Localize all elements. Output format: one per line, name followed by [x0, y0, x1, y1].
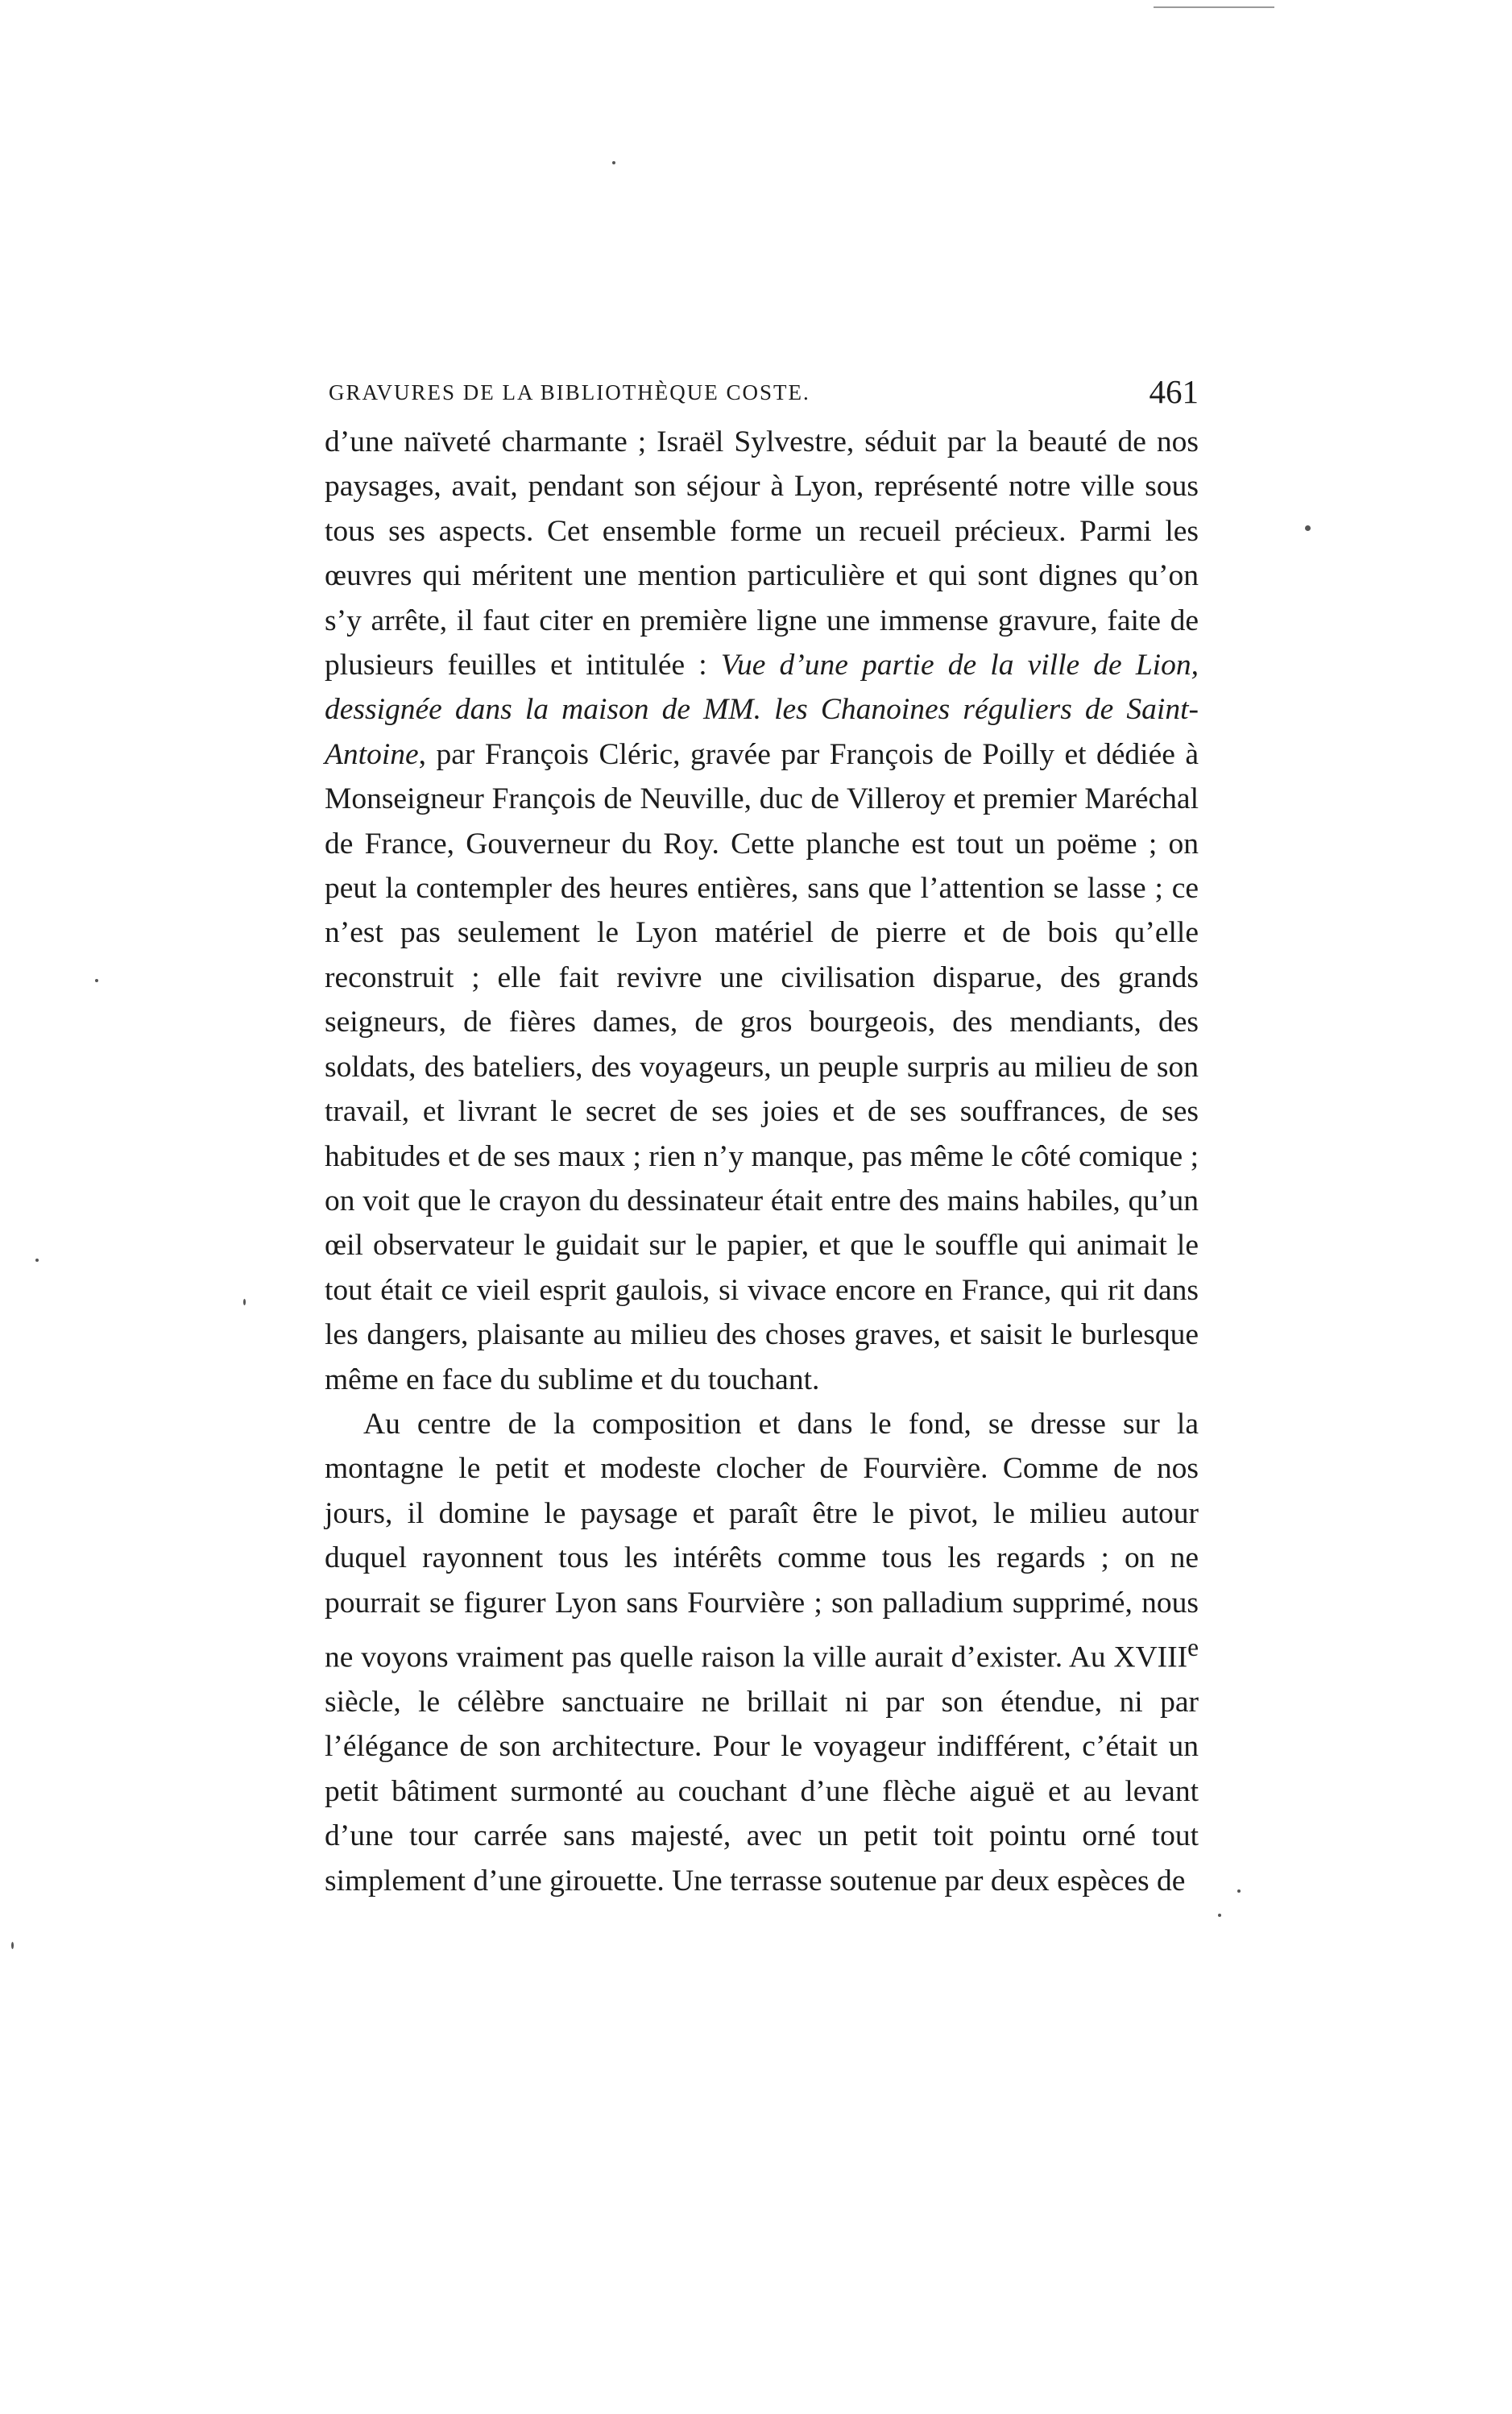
- scan-speck: [95, 979, 98, 982]
- paragraph-2: [325, 1402, 1199, 1903]
- century-superscript: e: [1187, 1632, 1199, 1661]
- paragraph-2-text-a: Au centre de la composition et dans le fond, se dresse sur la montagne le petit et modeste clocher de Fourvière. Comme de nos jours, il domine le paysage et paraît être le pivot, le milieu autour duquel rayonnent tous les intérêts comme tous les regards ; on ne pourrait se figurer Lyon sans Fourvière ; son palladium supprimé, nous ne voyons vraiment pas quelle raison la ville aurait d’exister. Au XVIII: [325, 1407, 1199, 1674]
- scan-speck: [1237, 1889, 1241, 1893]
- paragraph-2-text-b: siècle, le célèbre sanctuaire ne brillait ni par son étendue, ni par l’élégance de son architecture. Pour le voyageur indifférent, c’était un petit bâtiment surmonté au couchant d’une flèche aiguë et au levant d’une tour carrée sans majesté, avec un petit toit pointu orné tout simplement d’une girouette. Une terrasse soutenue par deux espèces de: [325, 1685, 1199, 1898]
- paragraph-1: [325, 420, 1199, 1402]
- engraving-title: Vue d’une partie de la ville de Lion, dessignée dans la maison de MM. les Chanoines réguliers de Saint-Antoine: [325, 649, 1199, 771]
- scan-speck: [11, 1942, 14, 1949]
- scan-speck: [35, 1259, 39, 1262]
- scan-speck: [1218, 1914, 1221, 1917]
- running-head-title: GRAVURES DE LA BIBLIOTHÈQUE COSTE.: [329, 380, 810, 404]
- paragraph-1-text-b: , par François Cléric, gravée par François de Poilly et dédiée à Monseigneur François de Neuville, duc de Villeroy et premier Maréchal de France, Gouverneur du Roy. Cette planche est tout un poëme ; on peut la contempler des heures entières, sans que l’attention se lasse ; ce n’est pas seulement le Lyon matériel de pierre et de bois qu’elle reconstruit ; elle fait revivre une civilisation disparue, des grands seigneurs, de fières dames, de gros bourgeois, des mendiants, des soldats, des bateliers, des voyageurs, un peuple surpris au milieu de son travail, et livrant le secret de ses joies et de ses souffrances, de ses habitudes et de ses maux ; rien n’y manque, pas même le côté comique ; on voit que le crayon du dessinateur était entre des mains habiles, qu’un œil observateur le guidait sur le papier, et que le souffle qui animait le tout était ce vieil esprit gaulois, si vivace encore en France, qui rit dans les dangers, plaisante au milieu des choses graves, et saisit le burlesque même en face du sublime et du touchant.: [325, 737, 1199, 1396]
- page-number: 461: [1149, 373, 1199, 410]
- scan-speck: [612, 161, 615, 164]
- paragraph-1-text-a: d’une naïveté charmante ; Israël Sylvestre, séduit par la beauté de nos paysages, avait, pendant son séjour à Lyon, représenté notre ville sous tous ses aspects. Cet ensemble forme un recueil précieux. Parmi les œuvres qui méritent une mention particulière et qui sont dignes qu’on s’y arrête, il faut citer en première ligne une immense gravure, faite de plusieurs feuilles et intitulée :: [325, 425, 1199, 682]
- scan-speck: [1305, 525, 1311, 531]
- scan-speck: [243, 1299, 246, 1305]
- scan-edge-mark: [1154, 6, 1274, 8]
- running-head: [329, 372, 1199, 421]
- body-text: [325, 420, 1199, 1903]
